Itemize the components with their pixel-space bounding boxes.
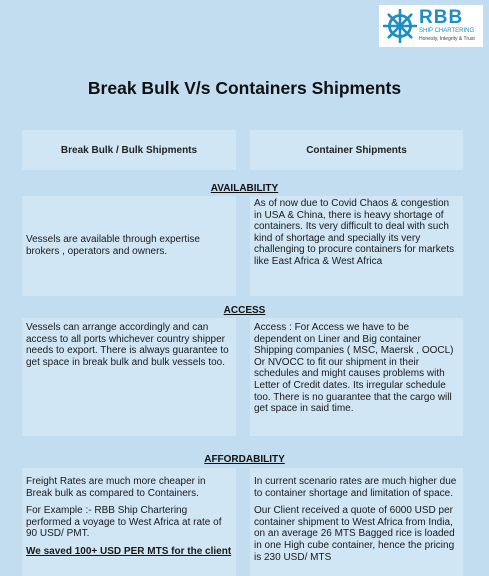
- column-header-break-bulk: [22, 130, 236, 170]
- affordability-example-text: For Example :- RBB Ship Chartering performed a voyage to West Africa at rate of 90 USD/ PMT.: [26, 505, 222, 540]
- column-header-container-label: Container Shipments: [306, 144, 407, 156]
- affordability-break-bulk-cell: [22, 468, 236, 576]
- company-logo: [379, 5, 483, 47]
- logo-tagline: Honesty, Integrity & Trust: [419, 36, 475, 42]
- affordability-savings-text: We saved 100+ USD PER MTS for the client: [26, 545, 232, 557]
- affordability-container-text: In current scenario rates are much higher due to container shortage and limitation of space.: [254, 476, 457, 499]
- column-header-container: [250, 130, 463, 170]
- availability-break-bulk-cell: [22, 196, 236, 296]
- access-break-bulk-cell: [22, 318, 236, 436]
- access-container-cell: [250, 318, 463, 436]
- availability-heading: AVAILABILITY: [210, 183, 279, 194]
- logo-subtitle: SHIP CHARTERING: [419, 28, 475, 34]
- logo-name: RBB: [419, 7, 464, 28]
- affordability-client-quote-text: Our Client received a quote of 6000 USD per container shipment to West Africa from India, on an average 26 MTS Bagged rice is loaded in one High cube container, hence the pricing is 230 USD/ MTS: [254, 505, 455, 563]
- availability-container-text: As of now due to Covid Chaos & congestion in USA & China, there is heavy shortage of containers. Its very difficult to deal with such kind of shortage and specially its very challenging to procure containers for markets like East Africa & West Africa: [254, 198, 455, 267]
- affordability-heading: AFFORDABILITY: [204, 454, 285, 465]
- availability-break-bulk-text: Vessels are available through expertise brokers , operators and owners.: [26, 234, 200, 257]
- page-title: Break Bulk V/s Containers Shipments: [87, 78, 402, 98]
- column-header-break-bulk-label: Break Bulk / Bulk Shipments: [60, 144, 198, 156]
- affordability-break-bulk-text: Freight Rates are much more cheaper in Break bulk as compared to Containers.: [26, 476, 206, 499]
- ship-wheel-icon: [383, 9, 417, 43]
- access-container-text: Access : For Access we have to be dependent on Liner and Big container Shipping companies ( MSC, Maersk , OOCL) Or NVOCC to fit our shipment in their schedules and might causes problems with Letter of Credit dates. Its irregular schedule too. There is no guarantee that the cargo will get space in said time.: [254, 322, 454, 415]
- access-heading: ACCESS: [223, 305, 266, 316]
- affordability-container-cell: [250, 468, 463, 576]
- availability-container-cell: [250, 196, 463, 296]
- access-break-bulk-text: Vessels can arrange accordingly and can access to all ports whichever country shipper needs to export. There is always guarantee to get space in break bulk and bulk vessels too.: [26, 322, 229, 368]
